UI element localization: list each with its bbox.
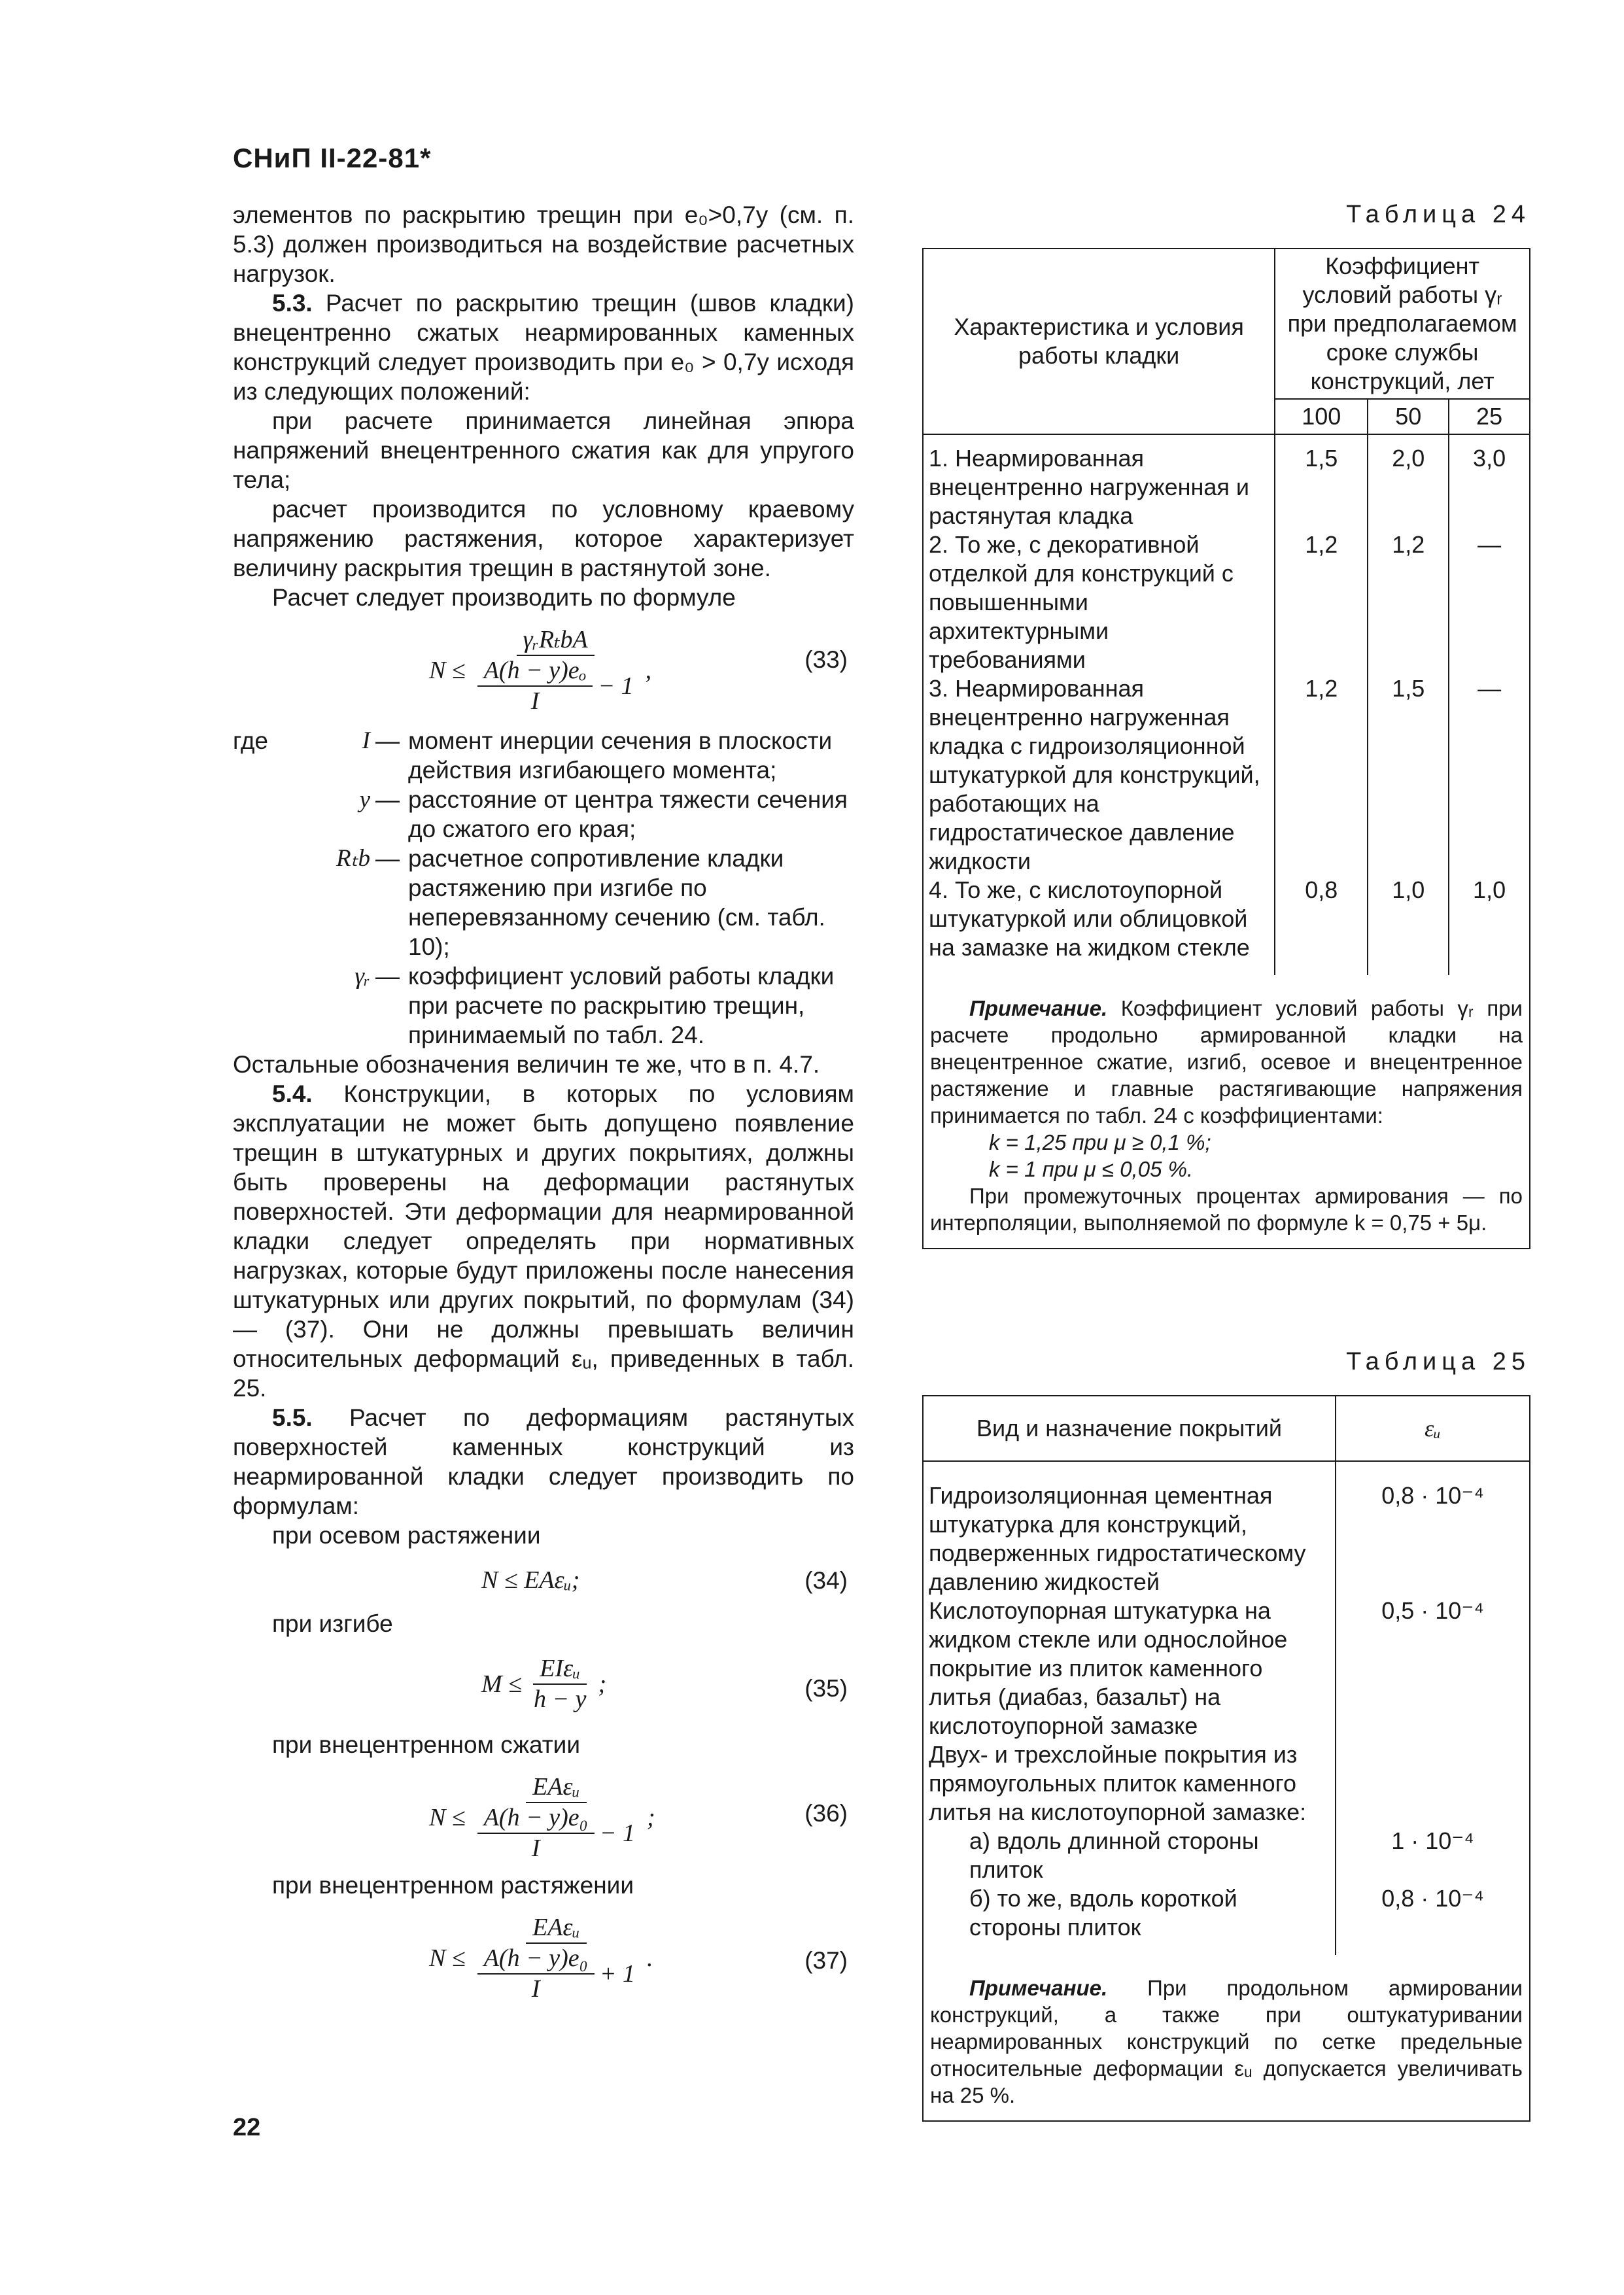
table-row: Двух- и трехслойные покрытия из прямоугольных плиток каменного литья на кислотоупорной замазке:	[923, 1740, 1530, 1827]
formula-35: M ≤ $\frac{\text{EIεᵤ}}{h - y}$ ; (35)	[481, 1655, 848, 1713]
equation-number: (33)	[804, 646, 848, 673]
table-row: 3. Неармированная внецентренно нагруженная кладка с гидроизоляционной штукатуркой для конструкций, работающих на гидростатическое давление жидкости 1,2 1,5 —	[923, 674, 1530, 876]
caption-ecc-tension: при внецентренном растяжении	[272, 1872, 634, 1899]
table-24	[922, 248, 1530, 975]
caption-bend: при изгибе	[272, 1610, 393, 1637]
paragraph-5-5: 5.5. Расчет по деформациям растянутых поверхностей каменных конструкций из неармированной кладки следует производить по формулам:	[233, 1404, 854, 1519]
table-24-year: 25	[1449, 399, 1530, 434]
table-row: Кислотоупорная штукатурка на жидком стекле или однослойное покрытие из плиток каменного литья (диабаз, базальт) на кислотоупорной замазке 0,5 · 10⁻⁴	[923, 1596, 1530, 1740]
document-header: СНиП II-22-81*	[233, 143, 432, 173]
clause-number: 5.5.	[272, 1404, 313, 1431]
equation-number: (36)	[804, 1800, 848, 1827]
paragraph-linear: при расчете принимается линейная эпюра напряжений внецентренного сжатия как для упругого тела;	[233, 407, 854, 493]
paragraph-other: Остальные обозначения величин те же, что в п. 4.7.	[233, 1051, 820, 1078]
table-24-year: 100	[1275, 399, 1368, 434]
left-column	[233, 200, 854, 2011]
caption-ecc-compression: при внецентренном сжатии	[272, 1731, 580, 1758]
table-row: Гидроизоляционная цементная штукатурка для конструкций, подверженных гидростатическому давлению жидкостей 0,8 · 10⁻⁴	[923, 1461, 1530, 1596]
caption-axial: при осевом растяжении	[272, 1522, 541, 1549]
table-24-note: Примечание. Коэффициент условий работы γᵣ при расчете продольно армированной кладки на внецентренное сжатие, изгиб, осевое и внецентренное растяжение и главные растягивающие напряжения принимается по табл. 24 с коэффициентами: k = 1,25 при μ ≥ 0,1 %; k = 1 при μ ≤ 0,05 %. При промежуточных процентах армирования — по интерполяции, выполняемой по формуле k = 0,75 + 5μ.	[922, 975, 1530, 1249]
symbol-definitions: где I — момент инерции сечения в плоскости действия изгибающего момента; y — расстояние от центра тяжести сечения до сжатого его края; Rₜb — расчетное сопротивление кладки растяжению при изгибе по неперевязанному сечению (см. табл. 10); γᵣ — коэффициент условий работы кладки при расчете по раскрытию трещин, принимаемый по табл. 24.	[233, 727, 848, 1048]
formula-37: N ≤ EAεᵤ $\frac{\text{A(h − y)e₀}}{I}$ + 1 . (37)	[429, 1914, 848, 2003]
equation-number: (34)	[804, 1567, 848, 1594]
table-25-head-kind: Вид и назначение покрытий	[923, 1396, 1336, 1461]
formula-33: N ≤ γᵣRₜbA $\frac{\text{A(h − y)eₒ}}{I}$ − 1 , (33)	[429, 626, 848, 715]
paragraph-5-3: 5.3. Расчет по раскрытию трещин (швов кладки) внецентренно сжатых неармированных каменных конструкций следует производить при e₀ > 0,7y исходя из следующих положений:	[233, 290, 854, 405]
table-25	[922, 1395, 1530, 1955]
clause-number: 5.4.	[272, 1080, 313, 1107]
table-25-note: Примечание. При продольном армировании конструкций, а также при оштукатуривании неармированных конструкций по сетке предельные относительные деформации εᵤ допускается увеличивать на 25 %.	[922, 1955, 1530, 2122]
equation-number: (37)	[804, 1947, 848, 1974]
formula-36: N ≤ EAεᵤ $\frac{\text{A(h − y)e₀}}{I}$ − 1 ; (36)	[429, 1773, 848, 1862]
page-number: 22	[233, 2114, 261, 2141]
paragraph-formula-intro: Расчет следует производить по формуле	[272, 584, 736, 611]
table-25-title: Таблица 25	[1346, 1348, 1530, 1375]
table-24-head-coefficient: Коэффициент условий работы γᵣ при предполагаемом сроке службы конструкций, лет	[1275, 249, 1530, 399]
clause-number: 5.3.	[272, 290, 313, 317]
paragraph-5-4: 5.4. Конструкции, в которых по условиям эксплуатации не может быть допущено появление трещин в штукатурных и других покрытиях, должны быть проверены на деформации растянутых поверхностей. Эти деформации для неармированной кладки следует определять при нормативных нагрузках, которые будут приложены после нанесения штукатурных или других покрытий, по формулам (34) — (37). Они не должны превышать величин относительных деформаций εᵤ, приведенных в табл. 25.	[233, 1080, 854, 1402]
table-24-title: Таблица 24	[1346, 201, 1530, 228]
paragraph-intro: элементов по раскрытию трещин при e₀>0,7y (см. п. 5.3) должен производиться на воздействие расчетных нагрузок.	[233, 201, 854, 287]
table-24-head-characteristic: Характеристика и условия работы кладки	[923, 249, 1275, 434]
table-row: а) вдоль длинной стороны плиток 1 · 10⁻⁴	[923, 1827, 1530, 1884]
equation-number: (35)	[804, 1675, 848, 1702]
table-24-year: 50	[1368, 399, 1449, 434]
table-row: 2. То же, с декоративной отделкой для конструкций с повышенными архитектурными требованиями 1,2 1,2 —	[923, 530, 1530, 674]
table-row: 1. Неармированная внецентренно нагруженная и растянутая кладка 1,5 2,0 3,0	[923, 434, 1530, 530]
table-row: 4. То же, с кислотоупорной штукатуркой или облицовкой на замазке на жидком стекле 0,8 1,0 1,0	[923, 876, 1530, 975]
right-column	[922, 200, 1530, 2122]
table-row: б) то же, вдоль короткой стороны плиток 0,8 · 10⁻⁴	[923, 1884, 1530, 1955]
formula-34: N ≤ EAεᵤ; (34)	[481, 1566, 848, 1594]
table-25-head-eps: εᵤ	[1336, 1396, 1530, 1461]
paragraph-edge: расчет производится по условному краевому напряжению растяжения, которое характеризует величину раскрытия трещин в растянутой зоне.	[233, 496, 854, 581]
